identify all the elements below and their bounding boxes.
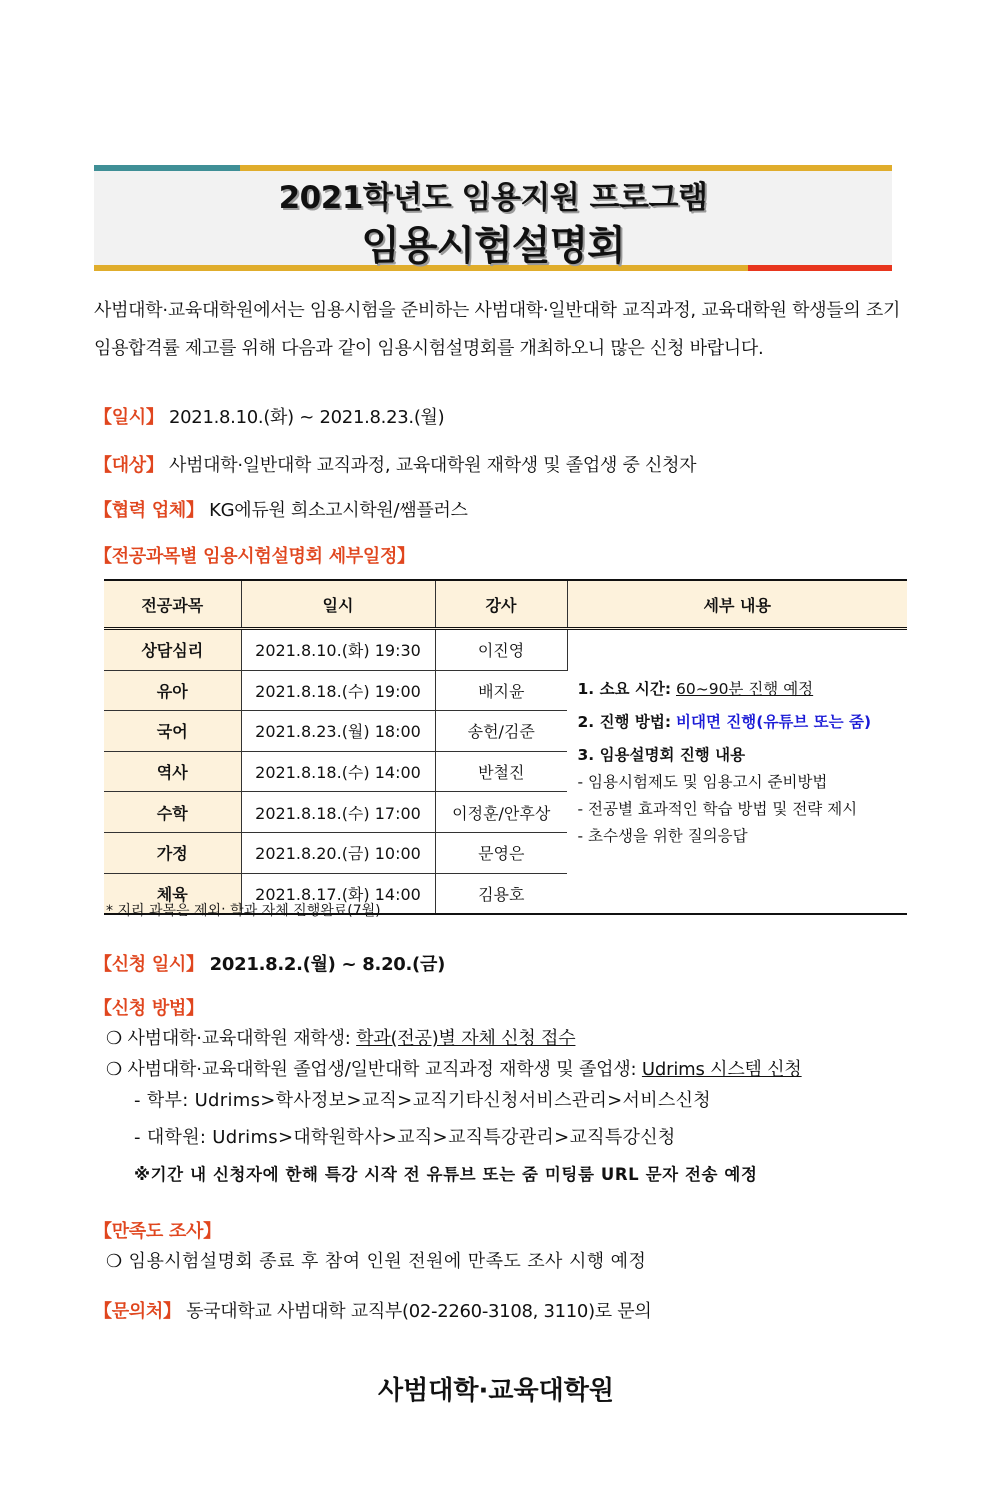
apply-date-line [94,950,445,976]
detail-item1: 1. 소요 시간: 60~90분 진행 예정 [577,680,814,698]
cell-lecturer: 반철진 [435,751,567,792]
apply-method-notice: ※기간 내 신청자에 한해 특강 시작 전 유튜브 또는 줌 미팅룸 URL 문자 전송 예정 [134,1165,758,1184]
cell-subject: 상담심리 [104,629,241,671]
cell-lecturer: 송헌/김준 [435,711,567,752]
cell-datetime: 2021.8.18.(수) 17:00 [241,792,435,833]
date-value: 2021.8.10.(화) ~ 2021.8.23.(월) [163,407,445,428]
apply-method-line1: ❍ 사범대학·교육대학원 재학생: 학과(전공)별 자체 신청 접수 [106,1028,576,1049]
date-line [94,403,444,429]
schedule-heading: 【전공과목별 임용시험설명회 세부일정】 [94,546,415,567]
header-lecturer: 강사 [435,580,567,629]
cell-subject: 역사 [104,751,241,792]
contact-value: 동국대학교 사범대학 교직부(02-2260-3108, 3110)로 문의 [180,1301,652,1322]
cell-subject: 가정 [104,832,241,873]
cell-subject: 국어 [104,711,241,752]
title-line1: 2021학년도 임용지원 프로그램 [278,180,708,216]
target-value: 사범대학·일반대학 교직과정, 교육대학원 재학생 및 졸업생 중 신청자 [163,455,697,476]
cell-datetime: 2021.8.18.(수) 19:00 [241,670,435,711]
schedule-table [104,579,907,915]
cell-lecturer: 문영은 [435,832,567,873]
cell-datetime: 2021.8.23.(월) 18:00 [241,711,435,752]
cell-lecturer: 김용호 [435,873,567,914]
detail-bullet: - 임용시험제도 및 임용고시 준비방법 [577,773,828,791]
survey-label: 【만족도 조사】 [94,1221,221,1242]
detail-bullet: - 전공별 효과적인 학습 방법 및 전략 제시 [577,800,858,818]
apply-method-line2: ❍ 사범대학·교육대학원 졸업생/일반대학 교직과정 재학생 및 졸업생: Udrims 시스템 신청 [106,1059,802,1080]
cell-datetime: 2021.8.20.(금) 10:00 [241,832,435,873]
banner-top-bar-left [94,165,240,171]
header-subject: 전공과목 [104,580,241,629]
cell-datetime: 2021.8.18.(수) 14:00 [241,751,435,792]
contact-line [94,1297,652,1323]
cell-lecturer: 이진영 [435,629,567,671]
target-line [94,451,696,477]
title-line2: 임용시험설명회 [361,223,625,269]
apply-method-sub1: - 학부: Udrims>학사정보>교직>교직기타신청서비스관리>서비스신청 [134,1090,711,1111]
cell-subject: 유아 [104,670,241,711]
partner-line [94,496,468,522]
detail-bullet: - 초수생을 위한 질의응답 [577,827,748,845]
survey-line: ❍ 임용시험설명회 종료 후 참여 인원 전원에 만족도 조사 시행 예정 [106,1251,647,1272]
apply-method-label: 【신청 방법】 [94,998,204,1019]
table-header-row [104,580,907,629]
detail-item2: 2. 진행 방법: 비대면 진행(유튜브 또는 줌) [577,713,872,731]
cell-lecturer: 배지윤 [435,670,567,711]
cell-subject: 수학 [104,792,241,833]
intro-paragraph: 사범대학·교육대학원에서는 임용시험을 준비하는 사범대학·일반대학 교직과정, 교육대학원 학생들의 조기 임용합격률 제고를 위해 다음과 같이 임용시험설명회를 개최하오니 많은 신청 바랍니다. [94,300,901,359]
apply-method-sub2: - 대학원: Udrims>대학원학사>교직>교직특강관리>교직특강신청 [134,1127,676,1148]
cell-datetime: 2021.8.17.(화) 14:00 [241,873,435,914]
partner-label: 【협력 업체】 [94,500,204,521]
header-datetime: 일시 [241,580,435,629]
detail-item3: 3. 임용설명회 진행 내용 [577,746,746,764]
apply-date-value: 2021.8.2.(월) ~ 8.20.(금) [203,954,445,975]
target-label: 【대상】 [94,455,164,476]
table-row [104,629,907,671]
cell-datetime: 2021.8.10.(화) 19:30 [241,629,435,671]
cell-detail [567,629,907,915]
table-note: * 지리 과목은 제외: 학과 자체 진행완료(7월) [106,903,381,919]
date-label: 【일시】 [94,407,164,428]
cell-subject: 체육 [104,873,241,914]
banner-top-bar-right [240,165,892,171]
partner-value: KG에듀원 희소고시학원/쌤플러스 [203,500,468,521]
contact-label: 【문의처】 [94,1301,181,1322]
apply-date-label: 【신청 일시】 [94,954,204,975]
cell-lecturer: 이정훈/안후상 [435,792,567,833]
footer-org: 사범대학·교육대학원 [378,1376,614,1406]
header-detail: 세부 내용 [567,580,907,629]
